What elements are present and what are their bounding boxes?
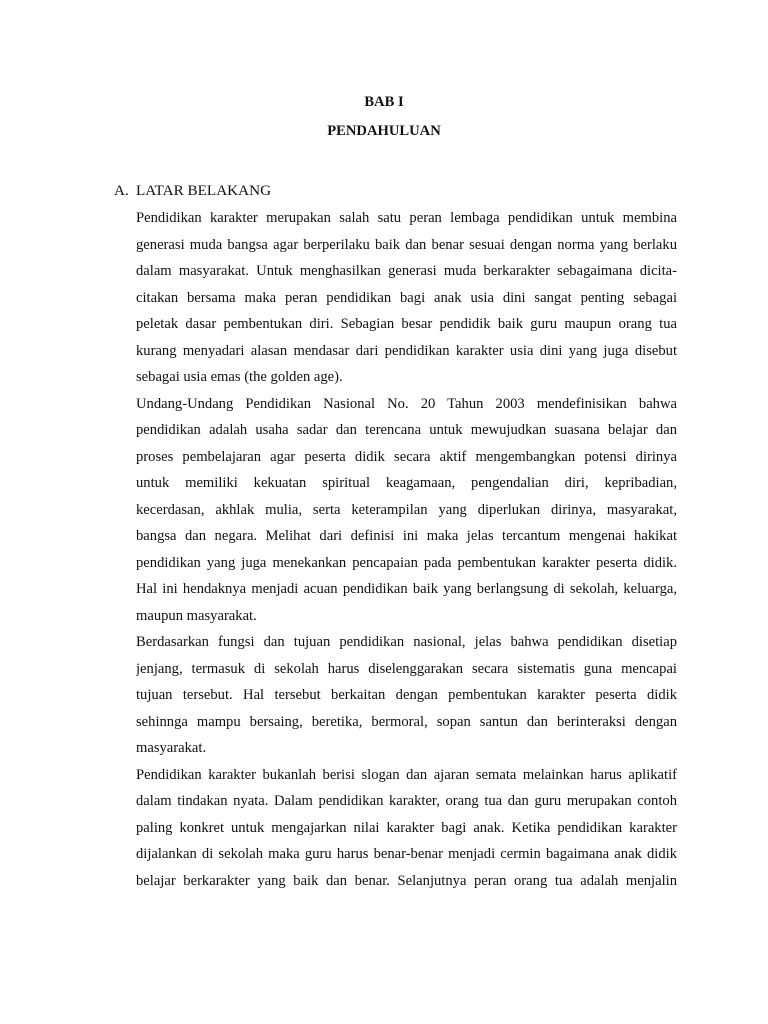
paragraph [136,205,677,391]
text-line: pendidikan adalah usaha sadar dan terencana untuk mewujudkan suasana belajar dan [136,422,677,438]
text-line: jenjang, termasuk di sekolah harus diselenggarakan secara sistematis guna mencapai [136,660,677,677]
text-line: pendidikan yang juga menekankan pencapaian pada pembentukan karakter peserta didik. [136,554,677,571]
text-line: generasi muda bangsa agar berperilaku baik dan benar sesuai dengan norma yang berlaku [136,236,677,253]
chapter-title: PENDAHULUAN [327,123,441,139]
text-line: maupun masyarakat. [136,607,257,624]
text-line: tujuan tersebut. Hal tersebut berkaitan dengan pembentukan karakter peserta didik [136,687,677,703]
text-line: citakan bersama maka peran pendidikan bagi anak usia dini sangat penting sebagai [136,289,677,306]
paragraph [136,391,677,630]
text-line: bangsa dan negara. Melihat dari definisi ini maka jelas tercantum mengenai hakikat [136,528,677,544]
text-line: Berdasarkan fungsi dan tujuan pendidikan nasional, jelas bahwa pendidikan disetiap [136,634,677,650]
document-body [136,205,677,894]
paragraph [136,629,677,762]
text-line: proses pembelajaran agar peserta didik secara aktif mengembangkan potensi dirinya [136,448,677,465]
text-line: Pendidikan karakter merupakan salah satu peran lembaga pendidikan untuk membina [136,210,677,226]
text-line: sehinnga mampu bersaing, beretika, bermoral, sopan santun dan berinteraksi dengan [136,713,677,730]
text-line: Hal ini hendaknya menjadi acuan pendidikan baik yang berlangsung di sekolah, keluarga, [136,581,677,597]
text-line: dijalankan di sekolah maka guru harus benar-benar menjadi cermin bagaimana anak didik [136,846,677,862]
text-line: paling konkret untuk mengajarkan nilai karakter bagi anak. Ketika pendidikan karakter [136,819,677,836]
text-line: sebagai usia emas (the golden age). [136,369,343,385]
text-line: peletak dasar pembentukan diri. Sebagian besar pendidik baik guru maupun orang tua [136,316,677,332]
text-line: kecerdasan, akhlak mulia, serta keterampilan yang diperlukan dirinya, masyarakat, [136,501,677,518]
text-line: masyarakat. [136,740,207,756]
text-line: dalam masyarakat. Untuk menghasilkan generasi muda berkarakter sebagaimana dicita- [136,263,677,279]
text-line: untuk memiliki kekuatan spiritual keagamaan, pengendalian diri, kepribadian, [136,475,677,491]
text-line: kurang menyadari alasan mendasar dari pendidikan karakter usia dini yang juga disebut [136,342,677,359]
chapter-number: BAB I [364,94,404,110]
section-number: A. [114,182,129,199]
text-line: belajar berkarakter yang baik dan benar. Selanjutnya peran orang tua adalah menjalin [136,872,677,889]
text-line: Pendidikan karakter bukanlah berisi slogan dan ajaran semata melainkan harus aplikatif [136,766,677,783]
text-line: Undang-Undang Pendidikan Nasional No. 20 Tahun 2003 mendefinisikan bahwa [136,395,677,412]
paragraph [136,762,677,895]
section-title: LATAR BELAKANG [136,182,272,199]
text-line: dalam tindakan nyata. Dalam pendidikan karakter, orang tua dan guru merupakan contoh [136,793,677,809]
